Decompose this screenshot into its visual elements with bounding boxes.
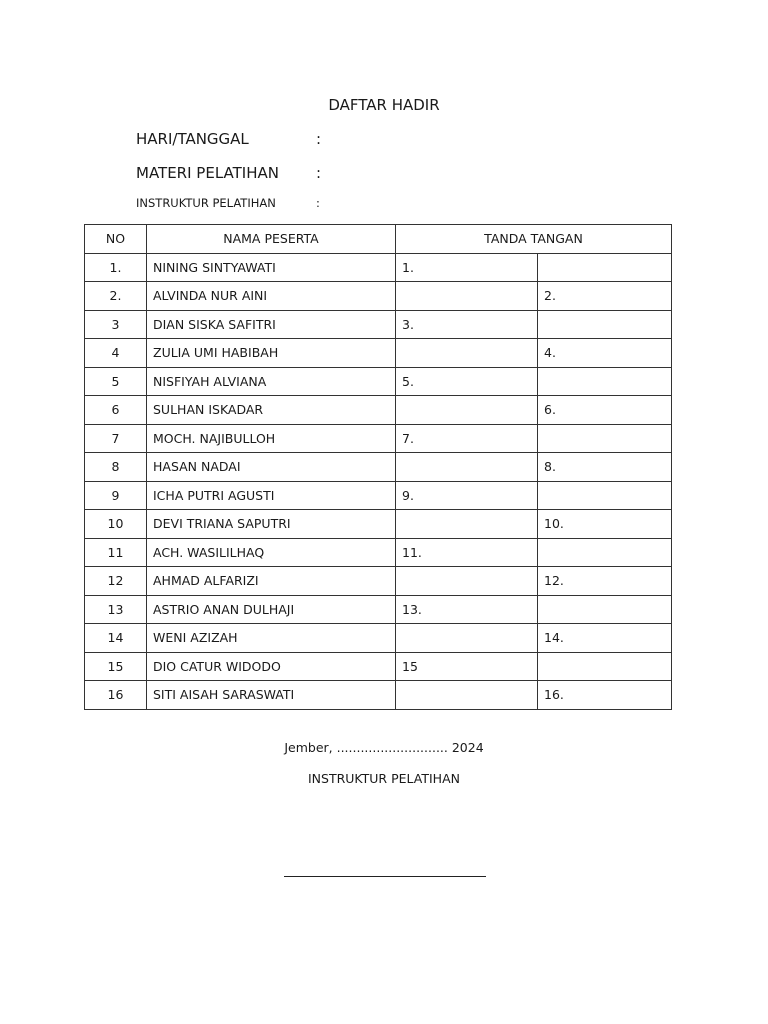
signature-cell-right <box>538 310 672 339</box>
participant-name: SULHAN ISKADAR <box>147 396 396 425</box>
field-label: MATERI PELATIHAN <box>136 164 279 182</box>
signature-cell-left: 9. <box>396 481 538 510</box>
row-number: 9 <box>85 481 147 510</box>
signature-cell-right: 16. <box>538 681 672 710</box>
field-label: HARI/TANGGAL <box>136 130 249 148</box>
header-signature: TANDA TANGAN <box>396 225 672 254</box>
signature-cell-left <box>396 567 538 596</box>
signature-cell-right <box>538 481 672 510</box>
table-row <box>85 453 672 482</box>
field-label: INSTRUKTUR PELATIHAN <box>136 196 276 210</box>
participant-name: ZULIA UMI HABIBAH <box>147 339 396 368</box>
signature-cell-left <box>396 282 538 311</box>
table-row <box>85 253 672 282</box>
row-number: 5 <box>85 367 147 396</box>
signature-cell-right <box>538 367 672 396</box>
signature-cell-left: 1. <box>396 253 538 282</box>
header-name: NAMA PESERTA <box>147 225 396 254</box>
participant-name: NISFIYAH ALVIANA <box>147 367 396 396</box>
signature-cell-right: 8. <box>538 453 672 482</box>
signature-cell-right: 4. <box>538 339 672 368</box>
row-number: 15 <box>85 652 147 681</box>
table-row <box>85 367 672 396</box>
signature-cell-left <box>396 453 538 482</box>
table-row <box>85 339 672 368</box>
row-number: 12 <box>85 567 147 596</box>
row-number: 13 <box>85 595 147 624</box>
signature-cell-left: 7. <box>396 424 538 453</box>
signature-cell-left: 3. <box>396 310 538 339</box>
row-number: 14 <box>85 624 147 653</box>
table-row <box>85 282 672 311</box>
signature-cell-right <box>538 595 672 624</box>
field-colon: : <box>316 196 320 210</box>
row-number: 6 <box>85 396 147 425</box>
row-number: 16 <box>85 681 147 710</box>
table-row <box>85 681 672 710</box>
participant-name: DIAN SISKA SAFITRI <box>147 310 396 339</box>
table-row <box>85 595 672 624</box>
row-number: 11 <box>85 538 147 567</box>
participant-name: ALVINDA NUR AINI <box>147 282 396 311</box>
table-header-row <box>85 225 672 254</box>
signature-cell-right: 12. <box>538 567 672 596</box>
participant-name: WENI AZIZAH <box>147 624 396 653</box>
participant-name: ICHA PUTRI AGUSTI <box>147 481 396 510</box>
table-row <box>85 652 672 681</box>
row-number: 1. <box>85 253 147 282</box>
attendance-table <box>84 224 672 710</box>
signature-cell-right <box>538 538 672 567</box>
signature-role: INSTRUKTUR PELATIHAN <box>307 771 460 786</box>
table-row <box>85 424 672 453</box>
signature-cell-right: 6. <box>538 396 672 425</box>
participant-name: ACH. WASILILHAQ <box>147 538 396 567</box>
signature-cell-right: 2. <box>538 282 672 311</box>
participant-name: ASTRIO ANAN DULHAJI <box>147 595 396 624</box>
participant-name: DEVI TRIANA SAPUTRI <box>147 510 396 539</box>
signature-cell-left <box>396 681 538 710</box>
participant-name: HASAN NADAI <box>147 453 396 482</box>
signature-line <box>284 876 486 877</box>
participant-name: SITI AISAH SARASWATI <box>147 681 396 710</box>
signature-cell-left <box>396 339 538 368</box>
signature-cell-right: 10. <box>538 510 672 539</box>
signature-cell-right: 14. <box>538 624 672 653</box>
table-row <box>85 396 672 425</box>
place-date: Jember, ............................ 2024 <box>284 740 484 755</box>
signature-cell-left <box>396 624 538 653</box>
participant-name: MOCH. NAJIBULLOH <box>147 424 396 453</box>
row-number: 10 <box>85 510 147 539</box>
signature-cell-left: 11. <box>396 538 538 567</box>
signature-cell-left: 5. <box>396 367 538 396</box>
field-colon: : <box>316 164 322 182</box>
table-row <box>85 567 672 596</box>
signature-cell-right <box>538 424 672 453</box>
signature-cell-left: 15 <box>396 652 538 681</box>
signature-cell-left <box>396 510 538 539</box>
participant-name: NINING SINTYAWATI <box>147 253 396 282</box>
row-number: 7 <box>85 424 147 453</box>
field-colon: : <box>316 130 322 148</box>
signature-cell-left <box>396 396 538 425</box>
signature-cell-left: 13. <box>396 595 538 624</box>
document-title: DAFTAR HADIR <box>328 96 440 114</box>
participant-name: AHMAD ALFARIZI <box>147 567 396 596</box>
table-row <box>85 538 672 567</box>
row-number: 4 <box>85 339 147 368</box>
participant-name: DIO CATUR WIDODO <box>147 652 396 681</box>
table-row <box>85 481 672 510</box>
table-row <box>85 510 672 539</box>
table-row <box>85 624 672 653</box>
signature-cell-right <box>538 253 672 282</box>
row-number: 3 <box>85 310 147 339</box>
header-no: NO <box>85 225 147 254</box>
row-number: 2. <box>85 282 147 311</box>
row-number: 8 <box>85 453 147 482</box>
table-row <box>85 310 672 339</box>
signature-cell-right <box>538 652 672 681</box>
